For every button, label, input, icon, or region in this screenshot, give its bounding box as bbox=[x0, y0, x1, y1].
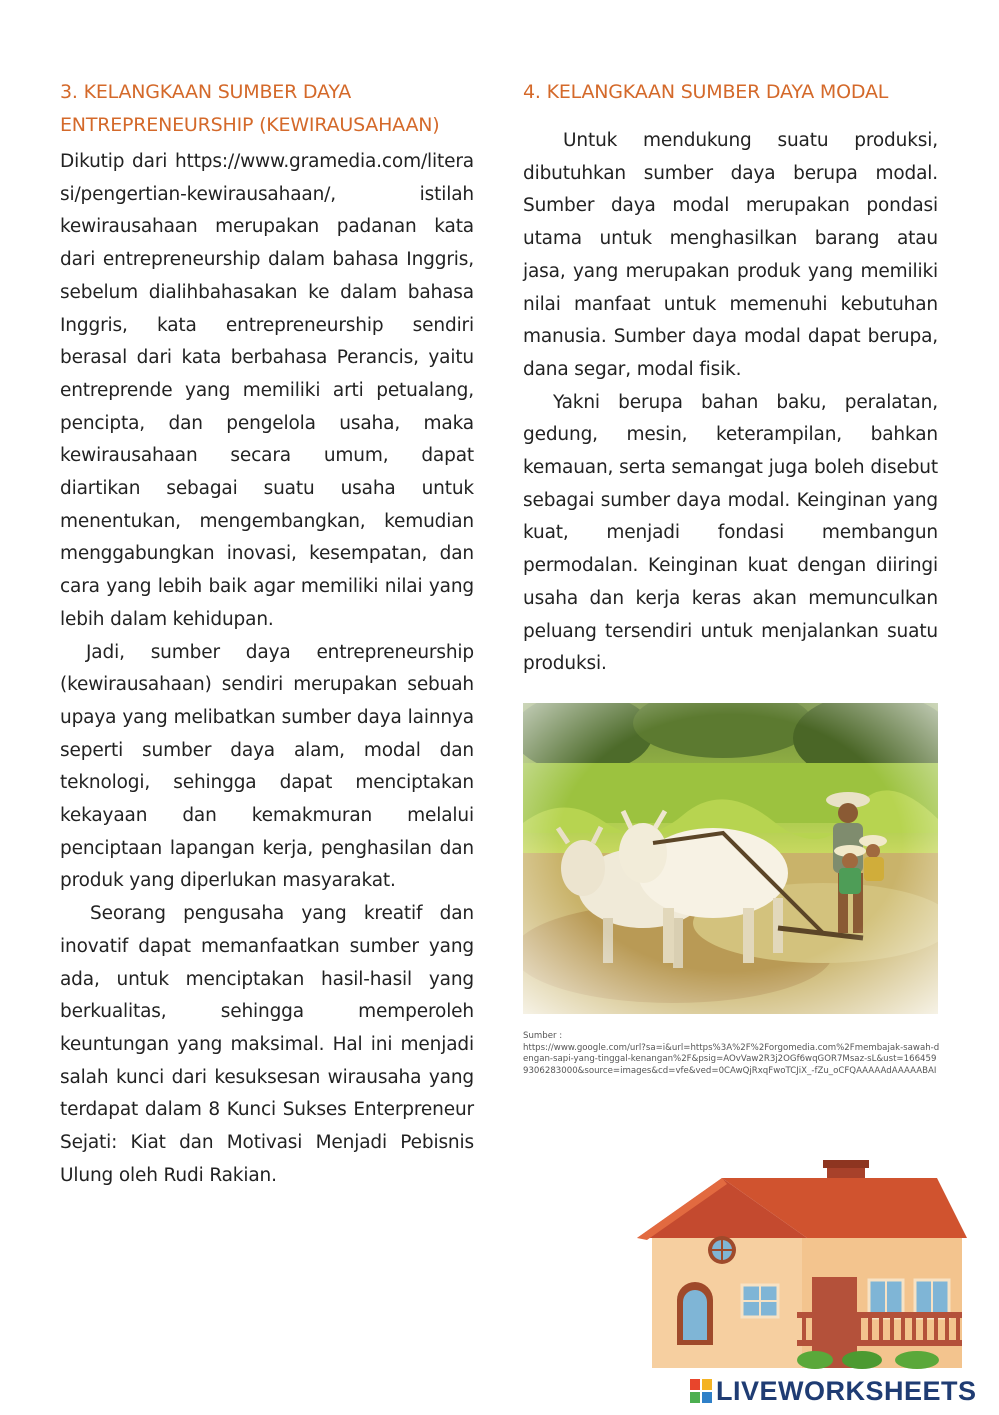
section-3-heading-line1: 3. KELANGKAAN SUMBER DAYA bbox=[60, 81, 352, 103]
image-source-label: Sumber : bbox=[523, 1031, 563, 1041]
house-illustration bbox=[637, 1160, 967, 1370]
section-3-heading-line2: ENTREPRENEURSHIP (KEWIRAUSAHAAN) bbox=[60, 114, 440, 136]
section-3-paragraph-1 bbox=[60, 146, 474, 637]
liveworksheets-logo-icon bbox=[690, 1379, 712, 1403]
section-4-heading: 4. KELANGKAAN SUMBER DAYA MODAL bbox=[523, 81, 889, 103]
paragraph-1-body: istilah kewirausahaan merupakan padanan kata dari entrepreneurship dalam bahasa Inggris, sebelum dialihbahasakan ke dalam bahasa Inggris, kata entrepreneurship sendiri berasal dari kata berbahasa Perancis, yaitu entreprende yang memiliki arti petualang, pencipta, dan pengelola usaha, maka kewirausahaan secara umum, dapat diartikan sebagai suatu usaha untuk menentukan, mengembangkan, kemudian menggabungkan inovasi, kesempatan, dan cara yang lebih baik agar memiliki nilai yang lebih dalam kehidupan. bbox=[60, 183, 474, 630]
section-3-heading bbox=[60, 76, 474, 142]
section-4-paragraph-1: Untuk mendukung suatu produksi, dibutuhkan sumber daya berupa modal. Sumber daya modal merupakan pondasi utama untuk menghasilkan barang atau jasa, yang merupakan produk yang memiliki nilai manfaat untuk memenuhi kebutuhan manusia. Sumber daya modal dapat berupa, dana segar, modal fisik. bbox=[523, 130, 938, 380]
liveworksheets-brand bbox=[690, 1376, 977, 1406]
liveworksheets-text: LIVEWORKSHEETS bbox=[716, 1375, 977, 1406]
section-4-paragraph-2: Yakni berupa bahan baku, peralatan, gedung, mesin, keterampilan, bahkan kemauan, serta semangat juga boleh disebut sebagai sumber daya modal. Keinginan yang kuat, menjadi fondasi membangun permodalan. Keinginan kuat dengan diiringi usaha dan kerja keras akan memunculkan peluang tersendiri untuk menjalankan suatu produksi. bbox=[523, 391, 938, 675]
section-3-paragraph-3: Seorang pengusaha yang kreatif dan inovatif dapat memanfaatkan sumber yang ada, untuk menciptakan hasil-hasil yang berkualitas, sehingga memperoleh keuntungan yang maksimal. Hal ini menjadi salah kunci dari kesuksesan wirausaha yang terdapat dalam 8 Kunci Sukses Enterpreneur Sejati: Kiat dan Motivasi Menjadi Pebisnis Ulung oleh Rudi Rakian. bbox=[60, 903, 474, 1186]
right-column bbox=[523, 76, 938, 681]
image-source-url: https://www.google.com/url?sa=i&url=https%3A%2F%2Forgomedia.com%2Fmembajak-sawah-dengan-sapi-yang-tinggal-kenangan%2F&psig=AOvVaw2R3j2OGf6wqGOR7Msaz-sL&ust=1664599306283000&source=images&cd=vfe&ved=0CAwQjRxqFwoTCJiX_-fZu_oCFQAAAAAdAAAAABAI bbox=[523, 1042, 940, 1076]
ox-plowing-photo bbox=[523, 703, 938, 1014]
gramedia-url: https://www.gramedia.com/literasi/pengertian-kewirausahaan/, bbox=[60, 151, 474, 205]
section-3-paragraph-2: Jadi, sumber daya entrepreneurship (kewirausahaan) sendiri merupakan sebuah upaya yang melibatkan sumber daya lainnya seperti sumber daya alam, modal dan teknologi, sehingga dapat menciptakan kekayaan dan kemakmuran melalui penciptaan lapangan kerja, penghasilan dan produk yang diperlukan masyarakat. bbox=[60, 641, 474, 892]
image-source bbox=[523, 1031, 941, 1077]
left-column bbox=[60, 76, 474, 1193]
paragraph-intro: Dikutip dari bbox=[60, 151, 168, 172]
